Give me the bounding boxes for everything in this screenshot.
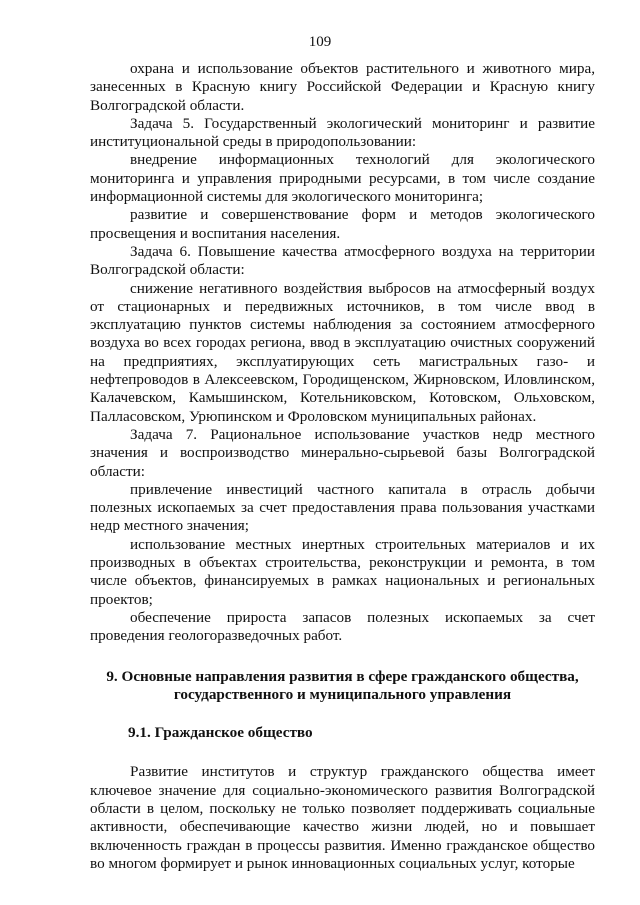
paragraph-task-5: Задача 5. Государственный экологический мониторинг и развитие институциональной среды в природопользовании: [90, 114, 595, 151]
paragraph-info-tech: внедрение информационных технологий для экологического мониторинга и управления природными ресурсами, в том числе создание информационной системы для экологического мониторинга; [90, 151, 595, 206]
paragraph-reserves: обеспечение прироста запасов полезных ископаемых за счет проведения геологоразведочных работ. [90, 608, 595, 645]
paragraph-task-6: Задача 6. Повышение качества атмосферного воздуха на территории Волгоградской области: [90, 242, 595, 279]
paragraph-emissions: снижение негативного воздействия выбросов на атмосферный воздух от стационарных и передвижных источников, в том числе ввод в эксплуатацию пунктов системы наблюдения за состоянием атмосферного воздуха во всех городах региона, ввод в эксплуатацию очистных сооружений на предприятиях, эксплуатирующих сеть магистральных газо- и нефтепроводов в Алексеевском, Городищенском, Жирновском, Иловлинском, Калачевском, Камышинском, Котельниковском, Котовском, Ольховском, Палласовском, Урюпинском и Фроловском муниципальных районах. [90, 279, 595, 425]
paragraph-eco-education: развитие и совершенствование форм и методов экологического просвещения и воспитания населения. [90, 206, 595, 242]
paragraph-red-book: охрана и использование объектов растительного и животного мира, занесенных в Красную книгу Российской Федерации и Красную книгу Волгоградской области. [90, 60, 595, 114]
paragraph-task-7: Задача 7. Рациональное использование участков недр местного значения и воспроизводство минерально-сырьевой базы Волгоградской области: [90, 425, 595, 480]
paragraph-investment: привлечение инвестиций частного капитала в отрасль добычи полезных ископаемых за счет предоставления права пользования участками недр местного значения; [90, 480, 595, 535]
subsection-heading: 9.1. Гражданское общество [128, 724, 313, 742]
paragraph-materials: использование местных инертных строительных материалов и их производных в объектах строительства, реконструкции и ремонта, в том числе объектов, финансируемых в рамках национальных и региональных проектов; [90, 535, 595, 608]
page-body [90, 60, 595, 873]
section-heading: 9. Основные направления развития в сфере гражданского общества, государственного и муниципального управления [106, 667, 579, 703]
paragraph-civil-society: Развитие институтов и структур гражданского общества имеет ключевое значение для социально-экономического развития Волгоградской области в целом, поскольку не только позволяет поддерживать социальные активности, обеспечивающие качество жизни людей, но и повышает включенность граждан в процессы развития. Именно гражданское общество во многом формирует и рынок инновационных социальных услуг, которые [90, 763, 595, 872]
page-number: 109 [308, 34, 332, 50]
